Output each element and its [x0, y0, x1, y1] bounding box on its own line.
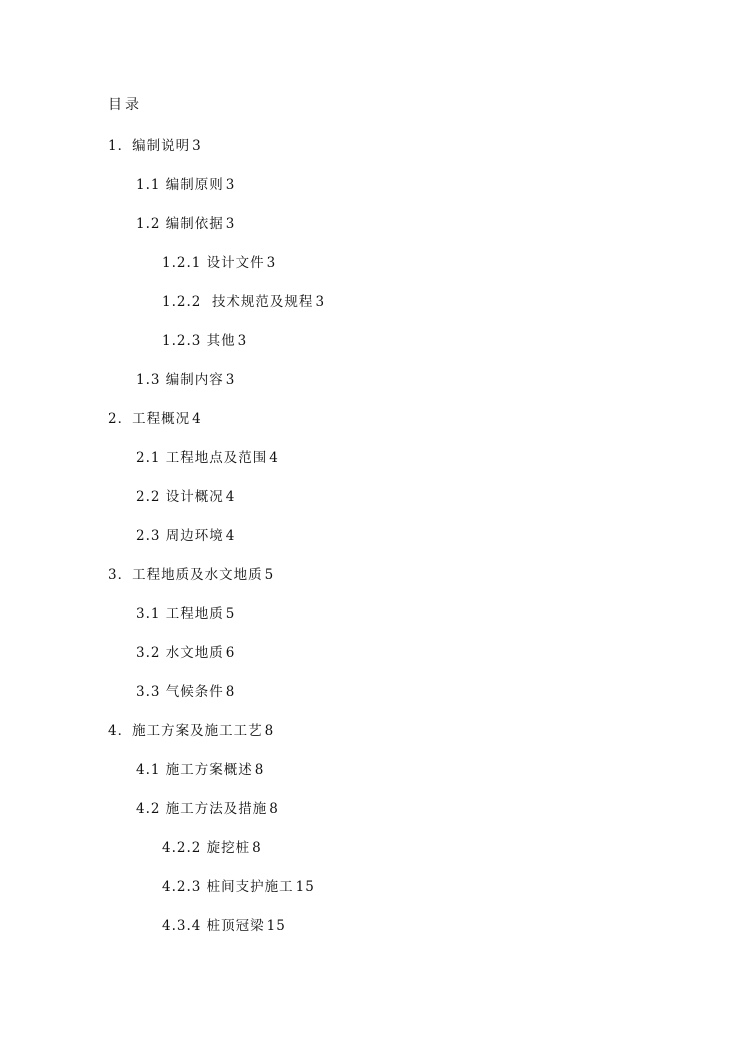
entry-title: 编制依据	[165, 216, 224, 232]
entry-number: 4.2	[136, 801, 166, 817]
entry-title: 施工方法及措施	[165, 801, 268, 817]
entry-number: 4.2.3	[162, 879, 207, 895]
toc-entry[interactable]	[0, 442, 744, 481]
entry-number: 2.2	[136, 489, 166, 505]
entry-page-number: 15	[266, 918, 286, 934]
entry-number: 3．	[108, 567, 133, 583]
entry-page-number: 5	[225, 606, 236, 622]
toc-list	[0, 130, 744, 949]
toc-entry[interactable]	[0, 520, 744, 559]
toc-entry[interactable]	[0, 871, 744, 910]
entry-title: 工程地点及范围	[165, 450, 268, 466]
toc-entry[interactable]	[0, 481, 744, 520]
toc-entry[interactable]	[0, 364, 744, 403]
entry-title: 水文地质	[165, 645, 224, 661]
entry-page-number: 3	[315, 294, 326, 310]
entry-title: 桩间支护施工	[206, 879, 294, 895]
entry-title: 编制说明	[132, 138, 191, 154]
entry-number: 2.3	[136, 528, 166, 544]
entry-number: 1.2.3	[162, 333, 207, 349]
entry-title: 技术规范及规程	[211, 294, 314, 310]
toc-entry[interactable]	[0, 676, 744, 715]
entry-title: 编制内容	[165, 372, 224, 388]
entry-page-number: 5	[264, 567, 275, 583]
entry-number: 4.2.2	[162, 840, 207, 856]
entry-number: 4．	[108, 723, 133, 739]
toc-entry[interactable]	[0, 637, 744, 676]
entry-title: 桩顶冠梁	[206, 918, 265, 934]
toc-title: 目录	[108, 97, 142, 113]
toc-entry[interactable]	[0, 793, 744, 832]
entry-page-number: 8	[252, 840, 262, 856]
entry-title: 工程概况	[132, 411, 191, 427]
entry-page-number: 8	[254, 762, 265, 778]
toc-entry[interactable]	[0, 169, 744, 208]
entry-number: 4.1	[136, 762, 166, 778]
entry-number: 3.3	[136, 684, 166, 700]
entry-number: 1.2.1	[162, 255, 207, 271]
toc-entry[interactable]	[0, 754, 744, 793]
entry-title: 旋挖桩	[206, 840, 251, 856]
entry-title: 周边环境	[165, 528, 224, 544]
toc-entry[interactable]	[0, 130, 744, 169]
entry-title: 施工方案概述	[165, 762, 253, 778]
toc-entry[interactable]	[0, 403, 744, 442]
entry-page-number: 4	[269, 450, 279, 466]
entry-number: 1.2	[136, 216, 166, 232]
toc-entry[interactable]	[0, 715, 744, 754]
toc-entry[interactable]	[0, 910, 744, 949]
entry-page-number: 8	[225, 684, 236, 700]
entry-number: 4.3.4	[162, 918, 207, 934]
entry-title: 工程地质	[165, 606, 224, 622]
toc-entry[interactable]	[0, 208, 744, 247]
entry-page-number: 15	[295, 879, 315, 895]
entry-page-number: 4	[192, 411, 202, 427]
entry-title: 编制原则	[165, 177, 224, 193]
entry-title: 设计文件	[206, 255, 265, 271]
entry-number: 1．	[108, 138, 133, 154]
toc-entry[interactable]	[0, 598, 744, 637]
entry-number: 1.3	[136, 372, 166, 388]
toc-entry[interactable]	[0, 286, 744, 325]
toc-entry[interactable]	[0, 247, 744, 286]
entry-page-number: 4	[225, 528, 236, 544]
toc-entry[interactable]	[0, 325, 744, 364]
entry-number: 2．	[108, 411, 133, 427]
entry-number: 3.2	[136, 645, 166, 661]
toc-entry[interactable]	[0, 559, 744, 598]
entry-page-number: 8	[264, 723, 275, 739]
entry-number: 3.1	[136, 606, 166, 622]
entry-page-number: 3	[225, 177, 236, 193]
entry-page-number: 8	[269, 801, 279, 817]
entry-page-number: 3	[225, 372, 236, 388]
entry-title: 设计概况	[165, 489, 224, 505]
entry-number: 2.1	[136, 450, 166, 466]
entry-page-number: 3	[237, 333, 248, 349]
entry-number: 1.2.2	[162, 294, 212, 310]
entry-page-number: 4	[225, 489, 236, 505]
entry-page-number: 3	[225, 216, 236, 232]
entry-number: 1.1	[136, 177, 166, 193]
entry-title: 工程地质及水文地质	[132, 567, 263, 583]
entry-page-number: 3	[266, 255, 277, 271]
entry-title: 施工方案及施工工艺	[132, 723, 263, 739]
entry-page-number: 3	[192, 138, 202, 154]
entry-page-number: 6	[225, 645, 236, 661]
entry-title: 气候条件	[165, 684, 224, 700]
entry-title: 其他	[206, 333, 236, 349]
toc-entry[interactable]	[0, 832, 744, 871]
